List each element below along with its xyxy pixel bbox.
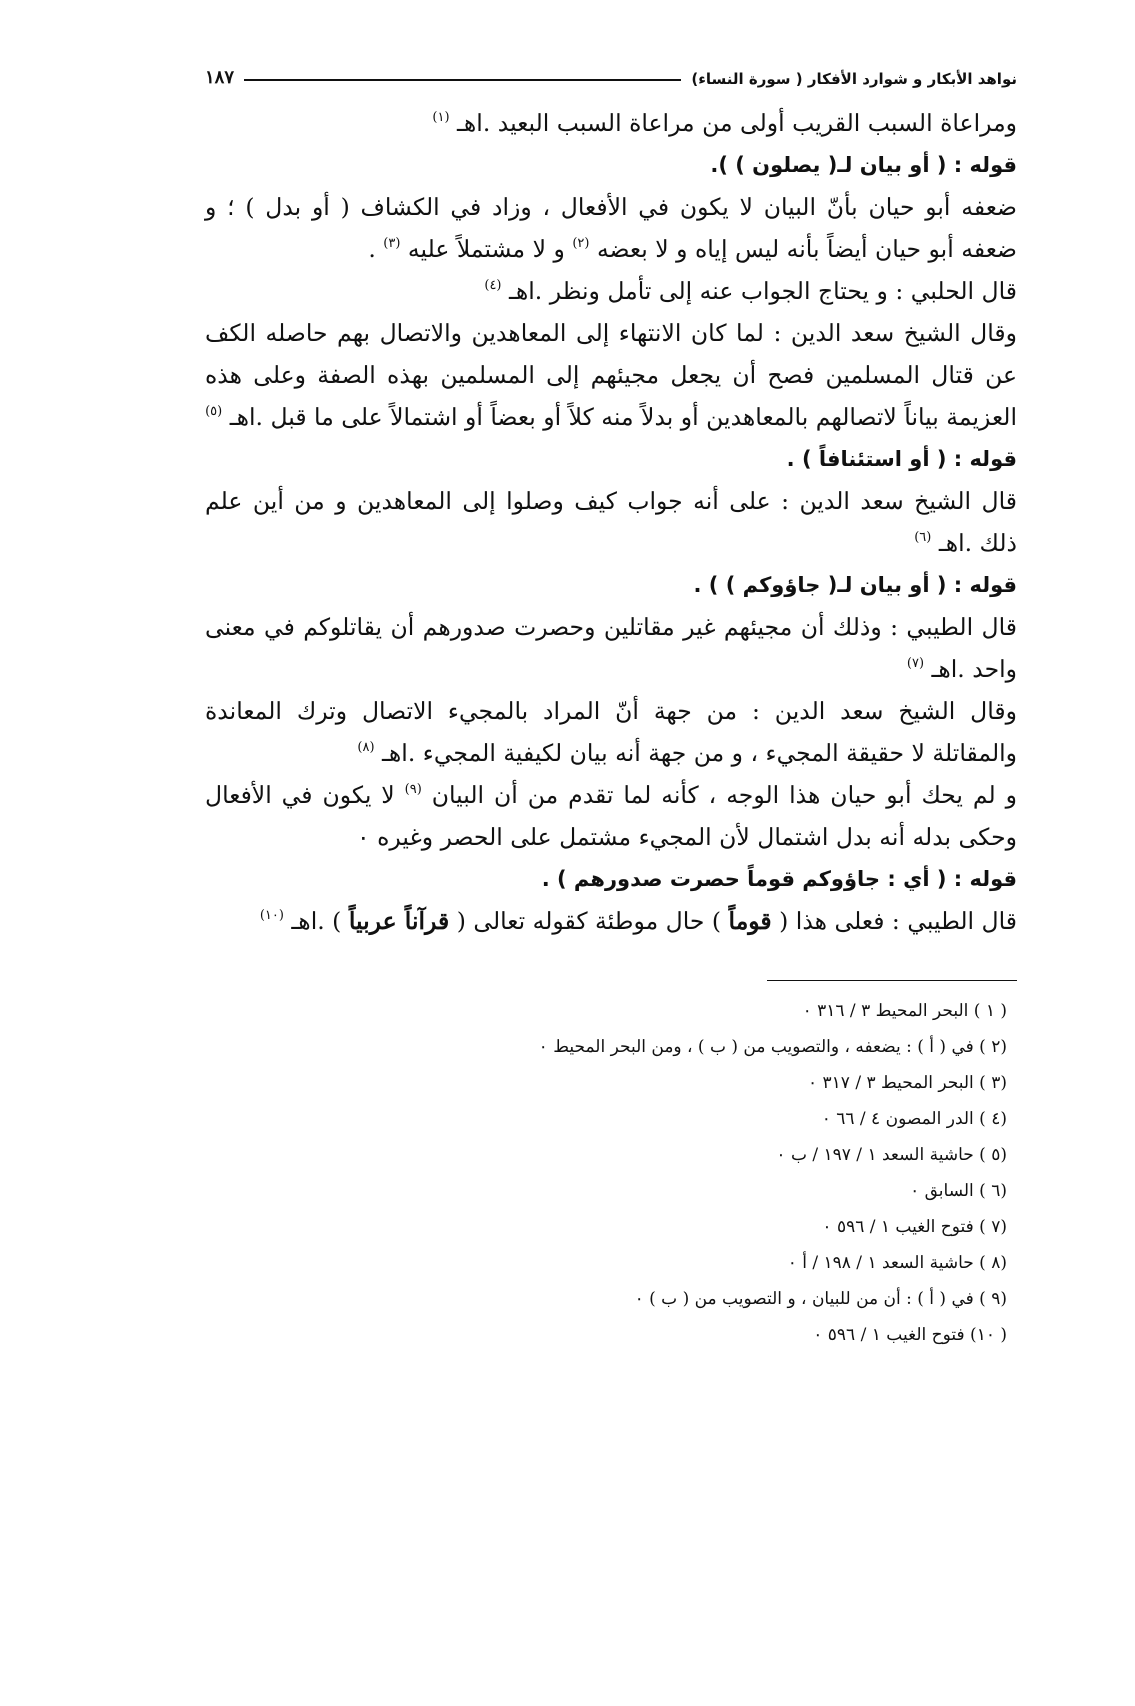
header-rule (244, 79, 681, 81)
paragraph-5: قال الشيخ سعد الدين : على أنه جواب كيف وصلوا إلى المعاهدين و من أين علم ذلك .اهـ $^{(٦)}$ (205, 487, 1017, 557)
footnote-6: (٦ ) السابق ٠ (910, 1181, 1007, 1201)
paragraph-4: وقال الشيخ سعد الدين : لما كان الانتهاء إلى المعاهدين والاتصال بهم حاصله الكف عن قتال المسلمين فصح أن يجعل مجيئهم إلى المسلمين بهذه الصفة وعلى هذه العزيمة بياناً لاتصالهم بالمعاهدين أو بدلاً منه كلاً أو بعضاً أو اشتمالاً على ما قبل .اهـ $^{(٥)}$ (205, 319, 1017, 431)
heading-3: قوله : ( أو بيان لـ( جاؤوكم ) ) . (693, 573, 1017, 597)
heading-2: قوله : ( أو استئنافاً ) . (786, 447, 1017, 471)
book-title: نواهد الأبكار و شوارد الأفكار ( سورة النساء) (691, 70, 1017, 88)
footnote-ref-1: (١) (432, 110, 450, 125)
main-text (205, 102, 1017, 942)
footnote-ref-5: (٥) (205, 404, 223, 419)
footnote-ref-4: (٤) (484, 278, 502, 293)
footnote-2: (٢ ) في ( أ ) : يضعفه ، والتصويب من ( ب ) ، ومن البحر المحيط ٠ (538, 1037, 1007, 1057)
footnote-ref-7: (٧) (906, 656, 925, 671)
footnote-7: (٧ ) فتوح الغيب ١ / ٥٩٦ ٠ (822, 1217, 1007, 1237)
footnote-ref-6: (٦) (914, 530, 932, 545)
footnotes (205, 993, 1017, 1353)
footnote-ref-9: (٩) (404, 782, 422, 797)
paragraph-8: و لم يحك أبو حيان هذا الوجه ، كأنه لما تقدم من أن البيان $^{(٩)}$ لا يكون في الأفعال وحكى بدله أنه بدل اشتمال لأن المجيء مشتمل على الحصر وغيره ٠ (205, 781, 1017, 851)
footnote-ref-3: (٣) (383, 236, 401, 251)
paragraph-9: قال الطيبي : فعلى هذا ( قوماً ) حال موطئة كقوله تعالى ( قرآناً عربياً ) .اهـ $^{(١٠)}$ (259, 907, 1017, 935)
footnote-8: (٨ ) حاشية السعد ١ / ١٩٨ / أ ٠ (787, 1253, 1007, 1273)
paragraph-6: قال الطيبي : وذلك أن مجيئهم غير مقاتلين وحصرت صدورهم أن يقاتلوكم في معنى واحد .اهـ $^{(٧)}$ (205, 613, 1017, 683)
footnote-ref-10: (١٠) (259, 908, 284, 923)
footnote-ref-2: (٢) (572, 236, 590, 251)
footnote-10: ( ١٠) فتوح الغيب ١ / ٥٩٦ ٠ (813, 1325, 1007, 1345)
quoted-verse: قرآناً عربياً (348, 907, 450, 935)
footnote-5: (٥ ) حاشية السعد ١ / ١٩٧ / ب ٠ (776, 1145, 1007, 1165)
paragraph-2: ضعفه أبو حيان بأنّ البيان لا يكون في الأفعال ، وزاد في الكشاف ( أو بدل ) ؛ و ضعفه أبو حيان أيضاً بأنه ليس إياه و لا بعضه $^{(٢)}$ و لا مشتملاً عليه $^{(٣)}$ . (205, 193, 1017, 263)
footnote-3: (٣ ) البحر المحيط ٣ / ٣١٧ ٠ (807, 1073, 1007, 1093)
paragraph-1: ومراعاة السبب القريب أولى من مراعاة السبب البعيد .اهـ $^{(١)}$ (432, 109, 1017, 137)
footnote-1: ( ١ ) البحر المحيط ٣ / ٣١٦ ٠ (802, 1001, 1007, 1021)
book-page (205, 58, 1017, 1353)
running-header (205, 58, 1017, 88)
heading-1: قوله : ( أو بيان لـ( يصلون ) ). (710, 153, 1017, 177)
page-number: ١٨٧ (205, 67, 235, 88)
footnote-separator (767, 980, 1017, 981)
footnote-4: (٤ ) الدر المصون ٤ / ٦٦ ٠ (821, 1109, 1007, 1129)
quoted-term: قوماً (728, 907, 772, 935)
paragraph-3: قال الحلبي : و يحتاج الجواب عنه إلى تأمل ونظر .اهـ $^{(٤)}$ (484, 277, 1017, 305)
paragraph-7: وقال الشيخ سعد الدين : من جهة أنّ المراد بالمجيء الاتصال وترك المعاندة والمقاتلة لا حقيقة المجيء ، و من جهة أنه بيان لكيفية المجيء .اهـ $^{(٨)}$ (205, 697, 1017, 767)
footnote-9: (٩ ) في ( أ ) : أن من للبيان ، و التصويب من ( ب ) ٠ (634, 1289, 1007, 1309)
footnote-ref-8: (٨) (357, 740, 375, 755)
heading-4: قوله : ( أي : جاؤوكم قوماً حصرت صدورهم ) . (541, 867, 1017, 891)
